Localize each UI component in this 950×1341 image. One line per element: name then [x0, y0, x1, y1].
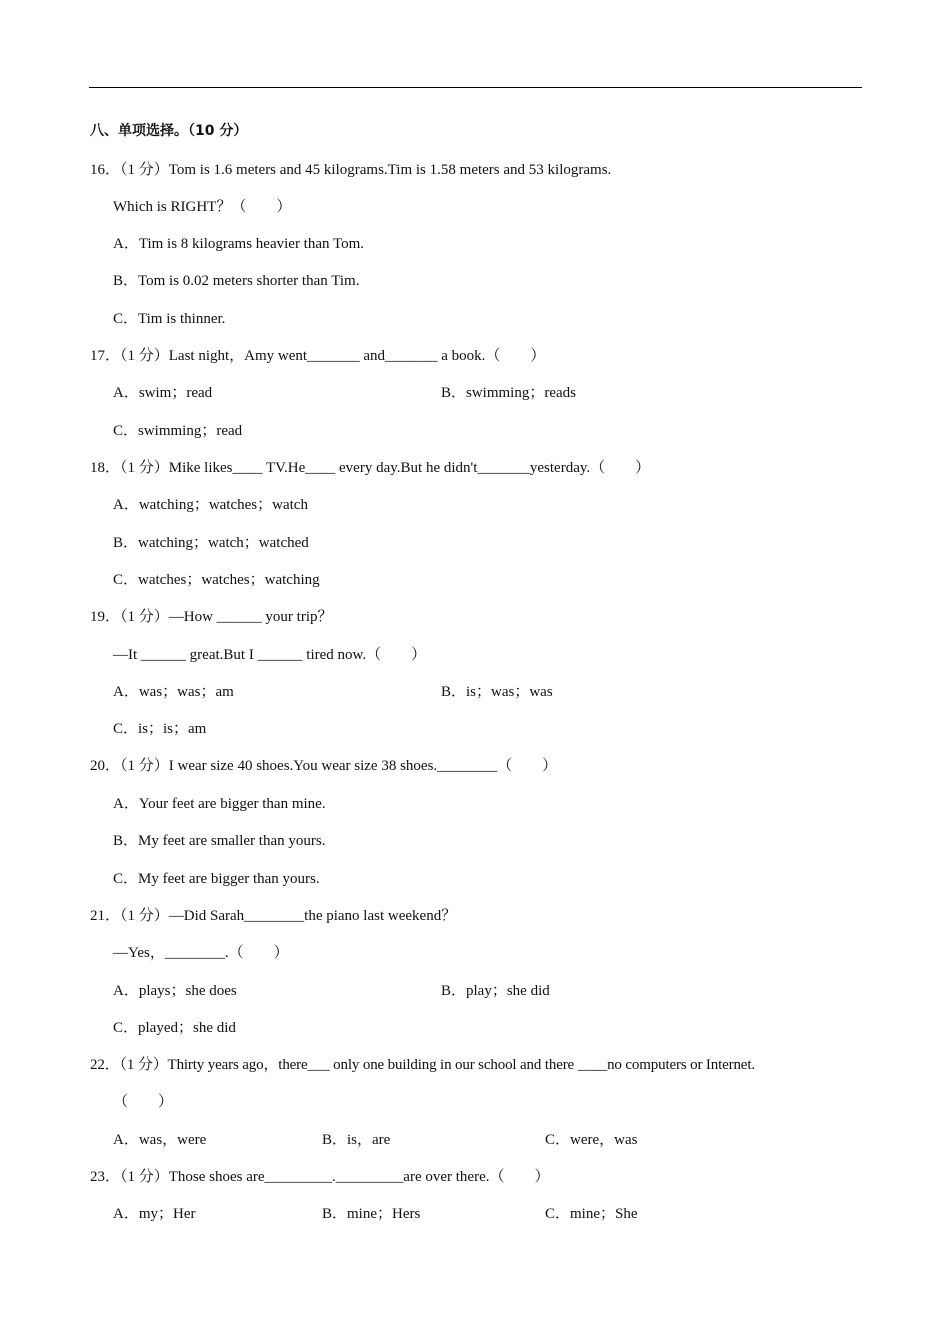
question-16-option-a: A．Tim is 8 kilograms heavier than Tom. [113, 236, 365, 252]
question-22-stem: 22．（1 分）Thirty years ago，there___ only one building in our school and there ____no computers or Internet. [90, 1057, 755, 1073]
question-16-option-c: C．Tim is thinner. [113, 311, 226, 327]
question-17-option-b: B．swimming；reads [441, 385, 576, 401]
question-16-stem: 16．（1 分）Tom is 1.6 meters and 45 kilograms.Tim is 1.58 meters and 53 kilograms. [90, 162, 612, 178]
question-19-option-c: C．is；is；am [113, 721, 207, 737]
question-18-option-a: A．watching；watches；watch [113, 497, 308, 513]
question-18-option-c: C．watches；watches；watching [113, 572, 320, 588]
question-17-option-a: A．swim；read [113, 385, 213, 401]
question-18-option-b: B．watching；watch；watched [113, 535, 309, 551]
question-22-option-c: C．were，was [545, 1132, 638, 1148]
question-22-option-b: B．is，are [322, 1132, 391, 1148]
question-22-option-a: A．was，were [113, 1132, 207, 1148]
question-19-option-b: B．is；was；was [441, 684, 553, 700]
question-16-option-b: B．Tom is 0.02 meters shorter than Tim. [113, 273, 360, 289]
section-title: 八、单项选择。（10 分） [90, 123, 248, 139]
question-20-option-a: A．Your feet are bigger than mine. [113, 796, 326, 812]
question-23-option-b: B．mine；Hers [322, 1206, 421, 1222]
question-21-stem-cont: —Yes，________.（ ） [113, 945, 289, 961]
question-23-stem: 23．（1 分）Those shoes are_________._________are over there.（ ） [90, 1169, 550, 1185]
question-19-stem: 19．（1 分）—How ______ your trip？ [90, 609, 333, 625]
question-23-option-a: A．my；Her [113, 1206, 196, 1222]
question-19-stem-cont: —It ______ great.But I ______ tired now.（ ） [113, 647, 427, 663]
question-17-stem: 17．（1 分）Last night，Amy went_______ and_______ a book.（ ） [90, 348, 546, 364]
question-23-option-c: C．mine；She [545, 1206, 638, 1222]
question-19-option-a: A．was；was；am [113, 684, 234, 700]
question-17-option-c: C．swimming；read [113, 423, 243, 439]
question-21-stem: 21．（1 分）—Did Sarah________the piano last weekend？ [90, 908, 457, 924]
question-20-option-b: B．My feet are smaller than yours. [113, 833, 326, 849]
question-18-stem: 18．（1 分）Mike likes____ TV.He____ every day.But he didn't_______yesterday.（ ） [90, 460, 651, 476]
header-rule [89, 87, 862, 88]
question-16-stem-cont: Which is RIGHT？（ ） [113, 199, 292, 215]
question-22-stem-cont: （ ） [113, 1094, 174, 1110]
question-21-option-b: B．play；she did [441, 983, 550, 999]
question-21-option-c: C．played；she did [113, 1020, 236, 1036]
question-20-stem: 20．（1 分）I wear size 40 shoes.You wear size 38 shoes.________（ ） [90, 758, 558, 774]
question-21-option-a: A．plays；she does [113, 983, 237, 999]
question-20-option-c: C．My feet are bigger than yours. [113, 871, 320, 887]
